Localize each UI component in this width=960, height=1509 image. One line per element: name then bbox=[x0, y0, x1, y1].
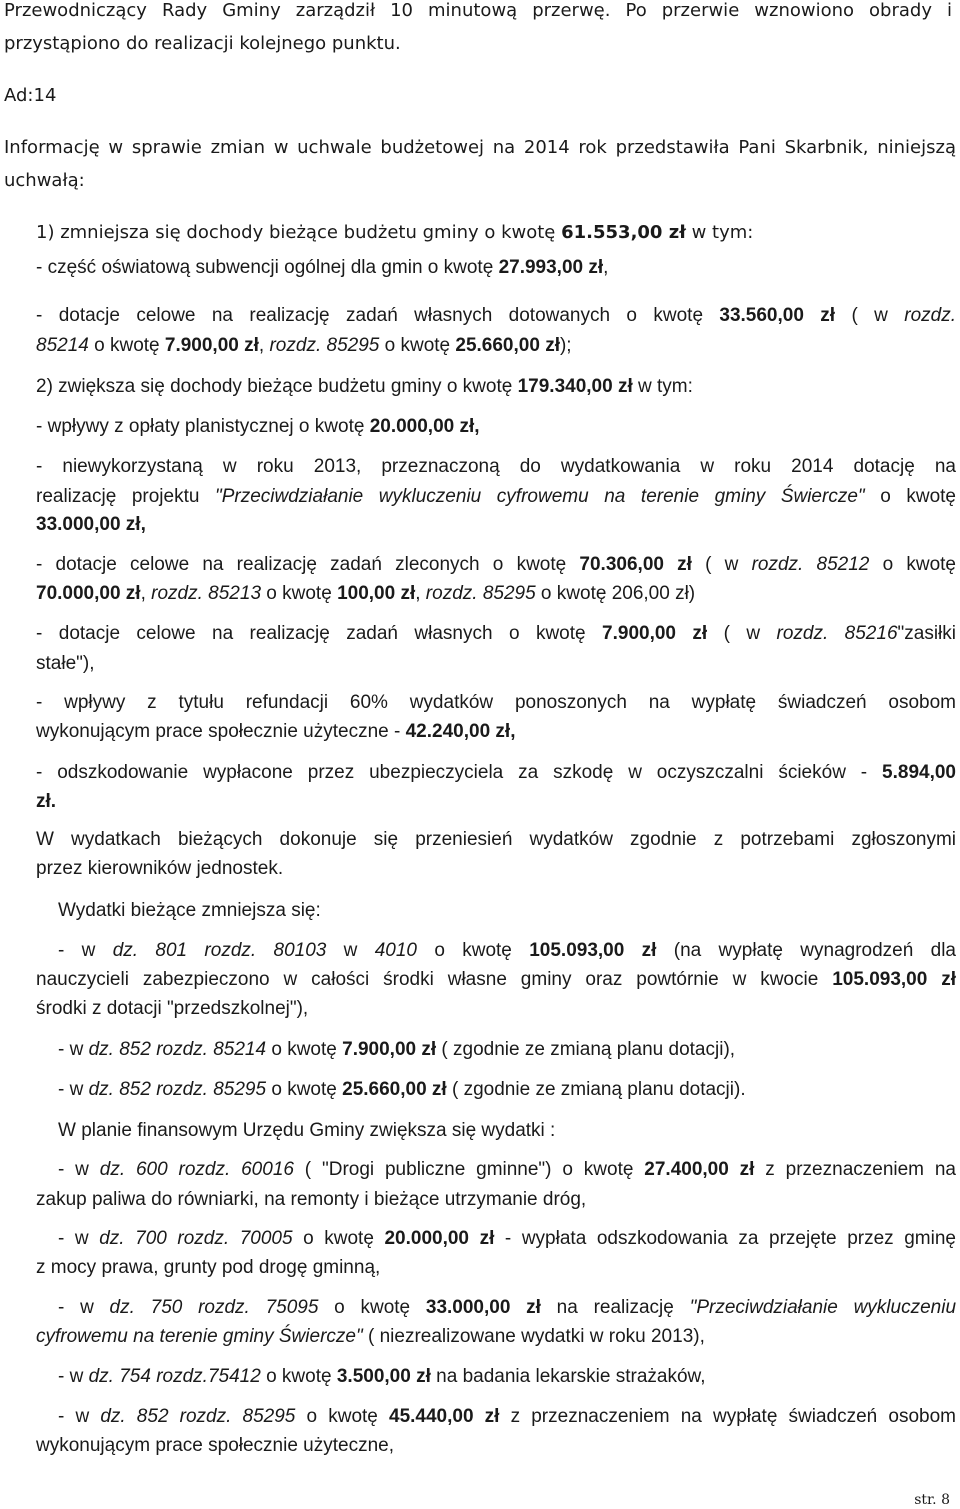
text-line: W wydatkach bieżących dokonuje się przeniesień wydatków zgodnie z potrzebami zgłoszonymi bbox=[36, 829, 956, 850]
list-item: - w dz. 700 rozdz. 70005 o kwotę 20.000,00 zł - wypłata odszkodowania za przejęte przez gminę bbox=[58, 1228, 956, 1249]
text-line: Informację w sprawie zmian w uchwale budżetowej na 2014 rok przedstawiła Pani Skarbnik, niniejszą bbox=[4, 137, 956, 158]
text-line: przez kierowników jednostek. bbox=[36, 858, 284, 879]
list-item: - część oświatową subwencji ogólnej dla gmin o kwotę 27.993,00 zł, bbox=[36, 257, 609, 278]
text-line: wykonującym prace społecznie użyteczne, bbox=[36, 1435, 395, 1456]
section-heading: Wydatki bieżące zmniejsza się: bbox=[58, 900, 321, 921]
list-item: 1) zmniejsza się dochody bieżące budżetu gminy o kwotę 61.553,00 zł w tym: bbox=[36, 222, 754, 243]
list-item: - w dz. 852 rozdz. 85295 o kwotę 45.440,00 zł z przeznaczeniem na wypłatę świadczeń osobom bbox=[58, 1406, 956, 1427]
list-item: - dotacje celowe na realizację zadań własnych o kwotę 7.900,00 zł ( w rozdz. 85216"zasiłki bbox=[36, 623, 956, 644]
list-item: - niewykorzystaną w roku 2013, przeznaczoną do wydatkowania w roku 2014 dotację na bbox=[36, 456, 956, 477]
list-item: - w dz. 754 rozdz.75412 o kwotę 3.500,00 zł na badania lekarskie strażaków, bbox=[58, 1366, 706, 1387]
list-item: - dotacje celowe na realizację zadań własnych dotowanych o kwotę 33.560,00 zł ( w rozdz. bbox=[36, 305, 956, 326]
agenda-heading: Ad:14 bbox=[4, 85, 57, 106]
list-item: - w dz. 852 rozdz. 85295 o kwotę 25.660,00 zł ( zgodnie ze zmianą planu dotacji). bbox=[58, 1079, 746, 1100]
text-line: 33.000,00 zł, bbox=[36, 514, 146, 535]
text-line: Przewodniczący Rady Gminy zarządził 10 minutową przerwę. Po przerwie wznowiono obrady i bbox=[4, 0, 952, 21]
text-line: uchwałą: bbox=[4, 170, 85, 191]
text-line: nauczycieli zabezpieczono w całości środki własne gminy oraz powtórnie w kwocie 105.093,00 zł bbox=[36, 969, 957, 990]
text-line: stałe"), bbox=[36, 653, 95, 674]
page-number: str. 8 bbox=[914, 1492, 950, 1508]
text-line: wykonującym prace społecznie użyteczne - 42.240,00 zł, bbox=[36, 721, 516, 742]
list-item: - wpływy z opłaty planistycznej o kwotę 20.000,00 zł, bbox=[36, 416, 480, 437]
list-item: - w dz. 801 rozdz. 80103 w 4010 o kwotę 105.093,00 zł (na wypłatę wynagrodzeń dla bbox=[58, 940, 956, 961]
text-line: zł. bbox=[36, 791, 57, 812]
text-line: przystąpiono do realizacji kolejnego punktu. bbox=[4, 33, 401, 54]
list-item: - odszkodowanie wypłacone przez ubezpieczyciela za szkodę w oczyszczalni ścieków - 5.894,00 bbox=[36, 762, 956, 783]
list-item: 2) zwiększa się dochody bieżące budżetu gminy o kwotę 179.340,00 zł w tym: bbox=[36, 376, 693, 397]
text-line: realizację projektu "Przeciwdziałanie wykluczeniu cyfrowemu na terenie gminy Świercze" o kwotę bbox=[36, 486, 956, 507]
list-item: - wpływy z tytułu refundacji 60% wydatków ponoszonych na wypłatę świadczeń osobom bbox=[36, 692, 956, 713]
list-item: - w dz. 600 rozdz. 60016 ( "Drogi publiczne gminne") o kwotę 27.400,00 zł z przeznaczeniem na bbox=[58, 1159, 956, 1180]
list-item: - w dz. 750 rozdz. 75095 o kwotę 33.000,00 zł na realizację "Przeciwdziałanie wykluczeniu bbox=[58, 1297, 957, 1318]
text-line: z mocy prawa, grunty pod drogę gminną, bbox=[36, 1257, 381, 1278]
list-item: - w dz. 852 rozdz. 85214 o kwotę 7.900,00 zł ( zgodnie ze zmianą planu dotacji), bbox=[58, 1039, 736, 1060]
text-line: cyfrowemu na terenie gminy Świercze" ( niezrealizowane wydatki w roku 2013), bbox=[36, 1326, 705, 1347]
section-heading: W planie finansowym Urzędu Gminy zwiększa się wydatki : bbox=[58, 1120, 556, 1141]
list-item: - dotacje celowe na realizację zadań zleconych o kwotę 70.306,00 zł ( w rozdz. 85212 o kwotę bbox=[36, 554, 956, 575]
text-line: środki z dotacji "przedszkolnej"), bbox=[36, 998, 309, 1019]
text-line: 70.000,00 zł, rozdz. 85213 o kwotę 100,00 zł, rozdz. 85295 o kwotę 206,00 zł) bbox=[36, 583, 696, 604]
text-line: zakup paliwa do równiarki, na remonty i bieżące utrzymanie dróg, bbox=[36, 1189, 587, 1210]
text-line: 85214 o kwotę 7.900,00 zł, rozdz. 85295 o kwotę 25.660,00 zł); bbox=[36, 335, 572, 356]
